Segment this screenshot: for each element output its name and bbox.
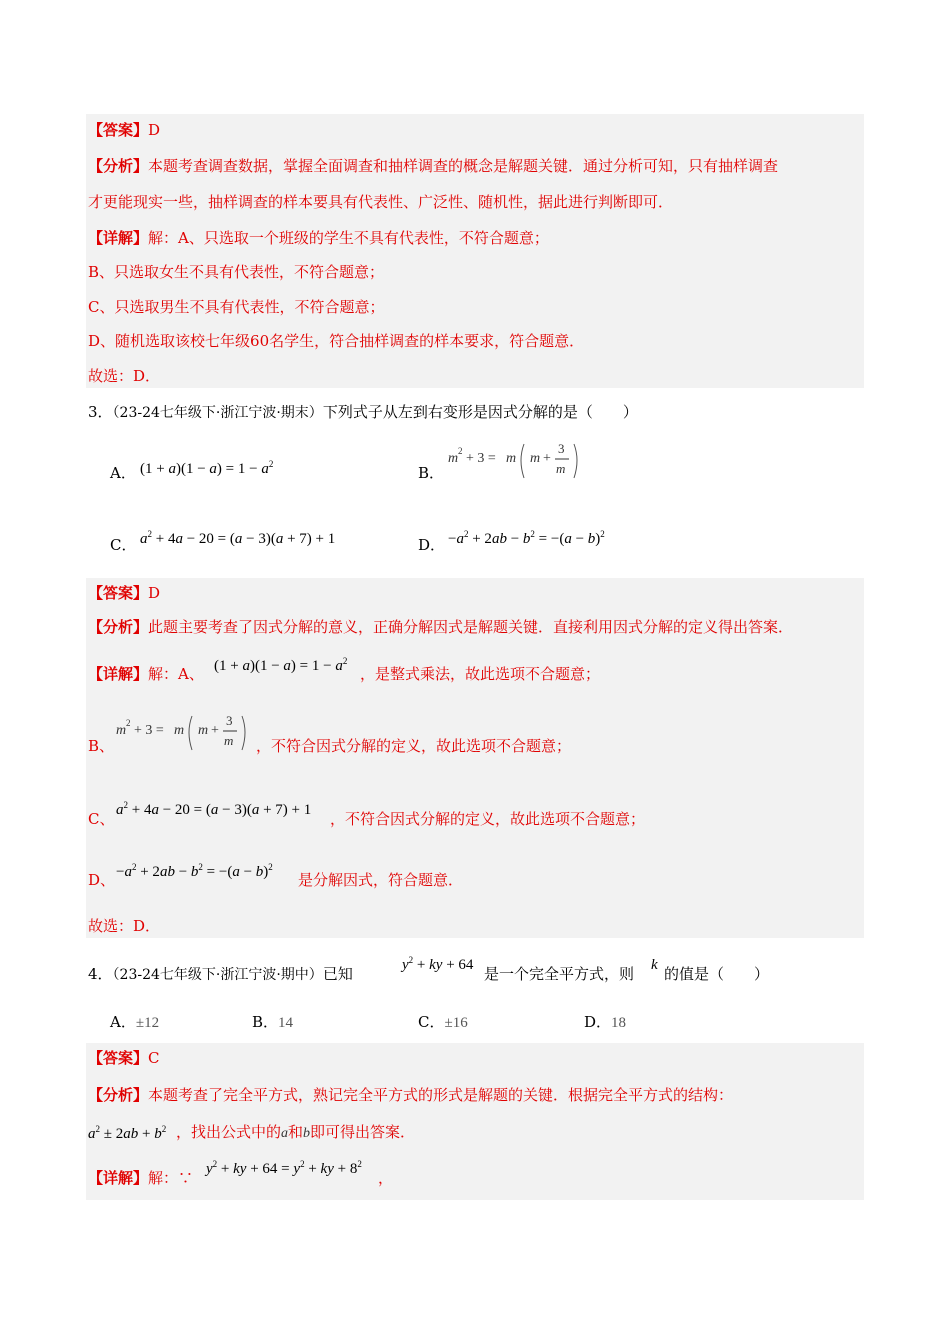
- option-c: [418, 1012, 468, 1033]
- question-4: [88, 964, 353, 985]
- detail-a-prefix: 解：A、: [148, 665, 204, 683]
- detail-c-suffix: ，不符合因式分解的定义，故此选项不合题意；: [330, 810, 646, 828]
- question-4-text-mid: 是一个完全平方式，则: [484, 965, 635, 983]
- analysis-text-1: ，找出公式中的: [176, 1123, 282, 1141]
- question-3: [88, 402, 638, 423]
- question-number: 4．: [88, 965, 113, 983]
- fraction-expression: [116, 710, 256, 754]
- detail-tag: 【详解】: [88, 1169, 149, 1187]
- svg-text:+: +: [211, 723, 219, 738]
- detail-line-2: B、只选取女生不具有代表性，不符合题意；: [88, 263, 385, 281]
- option-a: [110, 463, 136, 483]
- analysis-text: 本题考查调查数据，掌握全面调查和抽样调查的概念是解题关键．通过分析可知，只有抽样调查: [148, 157, 779, 175]
- question-4-var: k: [651, 957, 658, 973]
- option-value: 18: [611, 1015, 627, 1031]
- analysis-var-a: a: [281, 1126, 289, 1141]
- svg-text:m: m: [224, 733, 234, 748]
- svg-text:m: m: [530, 451, 541, 466]
- analysis-tag: 【分析】: [88, 157, 149, 175]
- svg-text:3: 3: [558, 441, 565, 456]
- answer-line: [88, 1048, 160, 1068]
- detail-tag: 【详解】: [88, 665, 149, 683]
- svg-text:m: m: [556, 461, 566, 476]
- option-c: [110, 535, 136, 555]
- option-value: ±16: [444, 1015, 468, 1031]
- detail-line-1: [88, 228, 549, 248]
- option-label: A．: [110, 464, 136, 482]
- fraction-expression: [448, 438, 588, 482]
- question-text: 下列式子从左到右变形是因式分解的是（ ）: [322, 403, 638, 421]
- analysis-line: [88, 617, 793, 637]
- analysis-line-2: 才更能现实一些，抽样调查的样本要具有代表性、广泛性、随机性，据此进行判断即可．: [88, 193, 674, 211]
- analysis-tag: 【分析】: [88, 618, 149, 636]
- conclusion-line: 故选：D．: [88, 917, 161, 935]
- answer-line: [88, 583, 160, 603]
- option-b-expr: [448, 438, 588, 482]
- detail-a-expr: $(1 + a)(1 - a) = 1 - a^2$: [214, 656, 348, 674]
- option-a-expr: $(1 + a)(1 - a) = 1 - a^2$: [140, 459, 274, 477]
- svg-text:m: m: [174, 723, 185, 738]
- option-b: [252, 1012, 293, 1033]
- detail-tag: 【详解】: [88, 229, 149, 247]
- answer-value: D: [148, 584, 161, 602]
- option-label: D．: [418, 536, 446, 554]
- detail-line-b: B、: [88, 737, 115, 755]
- option-d: [584, 1012, 626, 1033]
- option-label: B．: [252, 1013, 279, 1031]
- svg-text:2: 2: [126, 718, 131, 728]
- answer-tag: 【答案】: [88, 1049, 149, 1067]
- svg-text:m: m: [448, 451, 459, 466]
- analysis-text-2: 和: [288, 1123, 304, 1141]
- option-b: [418, 463, 444, 483]
- option-label: A．: [110, 1013, 136, 1031]
- svg-text:+: +: [543, 451, 551, 466]
- detail-c-expr: $a^2 + 4a - 20 = (a - 3)(a + 7) + 1$: [116, 800, 312, 818]
- svg-text:3: 3: [226, 713, 233, 728]
- option-d: [418, 535, 445, 555]
- question-text-pre: 已知: [322, 965, 353, 983]
- analysis-expr: $a^2 \pm 2ab + b^2$: [88, 1124, 167, 1142]
- option-a: [110, 1012, 159, 1033]
- answer-value: C: [148, 1049, 160, 1067]
- detail-prefix: 解：∵: [148, 1169, 194, 1187]
- option-d-expr: $-a^2 + 2ab - b^2 = -(a - b)^2$: [448, 529, 605, 547]
- option-value: 14: [278, 1015, 294, 1031]
- svg-text:m: m: [116, 723, 127, 738]
- question-4-expr: $y^2$ + ky + 64: [402, 955, 474, 973]
- analysis-text: 此题主要考查了因式分解的意义，正确分解因式是解题关键．直接利用因式分解的定义得出答案．: [148, 618, 794, 636]
- svg-text:+ 3 =: + 3 =: [134, 723, 164, 738]
- option-label: C．: [418, 1013, 445, 1031]
- detail-a-suffix: ，是整式乘法，故此选项不合题意；: [360, 665, 601, 683]
- detail-line-4: D、随机选取该校七年级60名学生，符合抽样调查的样本要求，符合题意．: [88, 332, 585, 350]
- analysis-line-1: [88, 1085, 733, 1105]
- question-number: 3．: [88, 403, 113, 421]
- detail-text: 解：A、只选取一个班级的学生不具有代表性，不符合题意；: [148, 229, 549, 247]
- option-label: B．: [418, 464, 445, 482]
- answer-value: D: [148, 121, 161, 139]
- answer-line: [88, 120, 160, 140]
- conclusion-line: 故选：D．: [88, 367, 161, 385]
- svg-text:2: 2: [458, 446, 463, 456]
- detail-d-suffix: 是分解因式，符合题意．: [298, 871, 464, 889]
- option-c-expr: $a^2 + 4a - 20 = (a - 3)(a + 7) + 1$: [140, 529, 336, 547]
- svg-text:+ 3 =: + 3 =: [466, 451, 496, 466]
- detail-line-a: [88, 664, 204, 684]
- detail-line-3: C、只选取男生不具有代表性，不符合题意；: [88, 298, 385, 316]
- svg-text:m: m: [506, 451, 517, 466]
- analysis-text: 本题考查了完全平方式，熟记完全平方式的形式是解题的关键．根据完全平方式的结构：: [148, 1086, 734, 1104]
- detail-line: [88, 1168, 193, 1188]
- detail-b-suffix: ，不符合因式分解的定义，故此选项不合题意；: [256, 737, 572, 755]
- detail-line-c: C、: [88, 810, 115, 828]
- answer-tag: 【答案】: [88, 584, 149, 602]
- analysis-line-2: [176, 1122, 415, 1144]
- detail-suffix: ，: [378, 1169, 394, 1187]
- question-4-text-post: 的值是（ ）: [664, 965, 770, 983]
- option-value: ±12: [135, 1015, 160, 1031]
- detail-line-d: D、: [88, 871, 116, 889]
- analysis-tag: 【分析】: [88, 1086, 149, 1104]
- question-source: （23-24七年级下·浙江宁波·期中）: [112, 967, 323, 983]
- detail-b-expr: [116, 710, 256, 754]
- detail-d-expr: $-a^2 + 2ab - b^2 = -(a - b)^2$: [116, 862, 273, 880]
- analysis-text-3: 即可得出答案．: [310, 1123, 416, 1141]
- option-label: C．: [110, 536, 137, 554]
- answer-tag: 【答案】: [88, 121, 149, 139]
- question-source: （23-24七年级下·浙江宁波·期末）: [112, 405, 323, 421]
- option-label: D．: [584, 1013, 612, 1031]
- detail-expr: $y^2$ + ky + $64 = y^2$ + ky + $8^2$: [206, 1159, 362, 1177]
- analysis-line-1: [88, 156, 778, 176]
- svg-text:m: m: [198, 723, 209, 738]
- analysis-var-b: b: [303, 1126, 311, 1141]
